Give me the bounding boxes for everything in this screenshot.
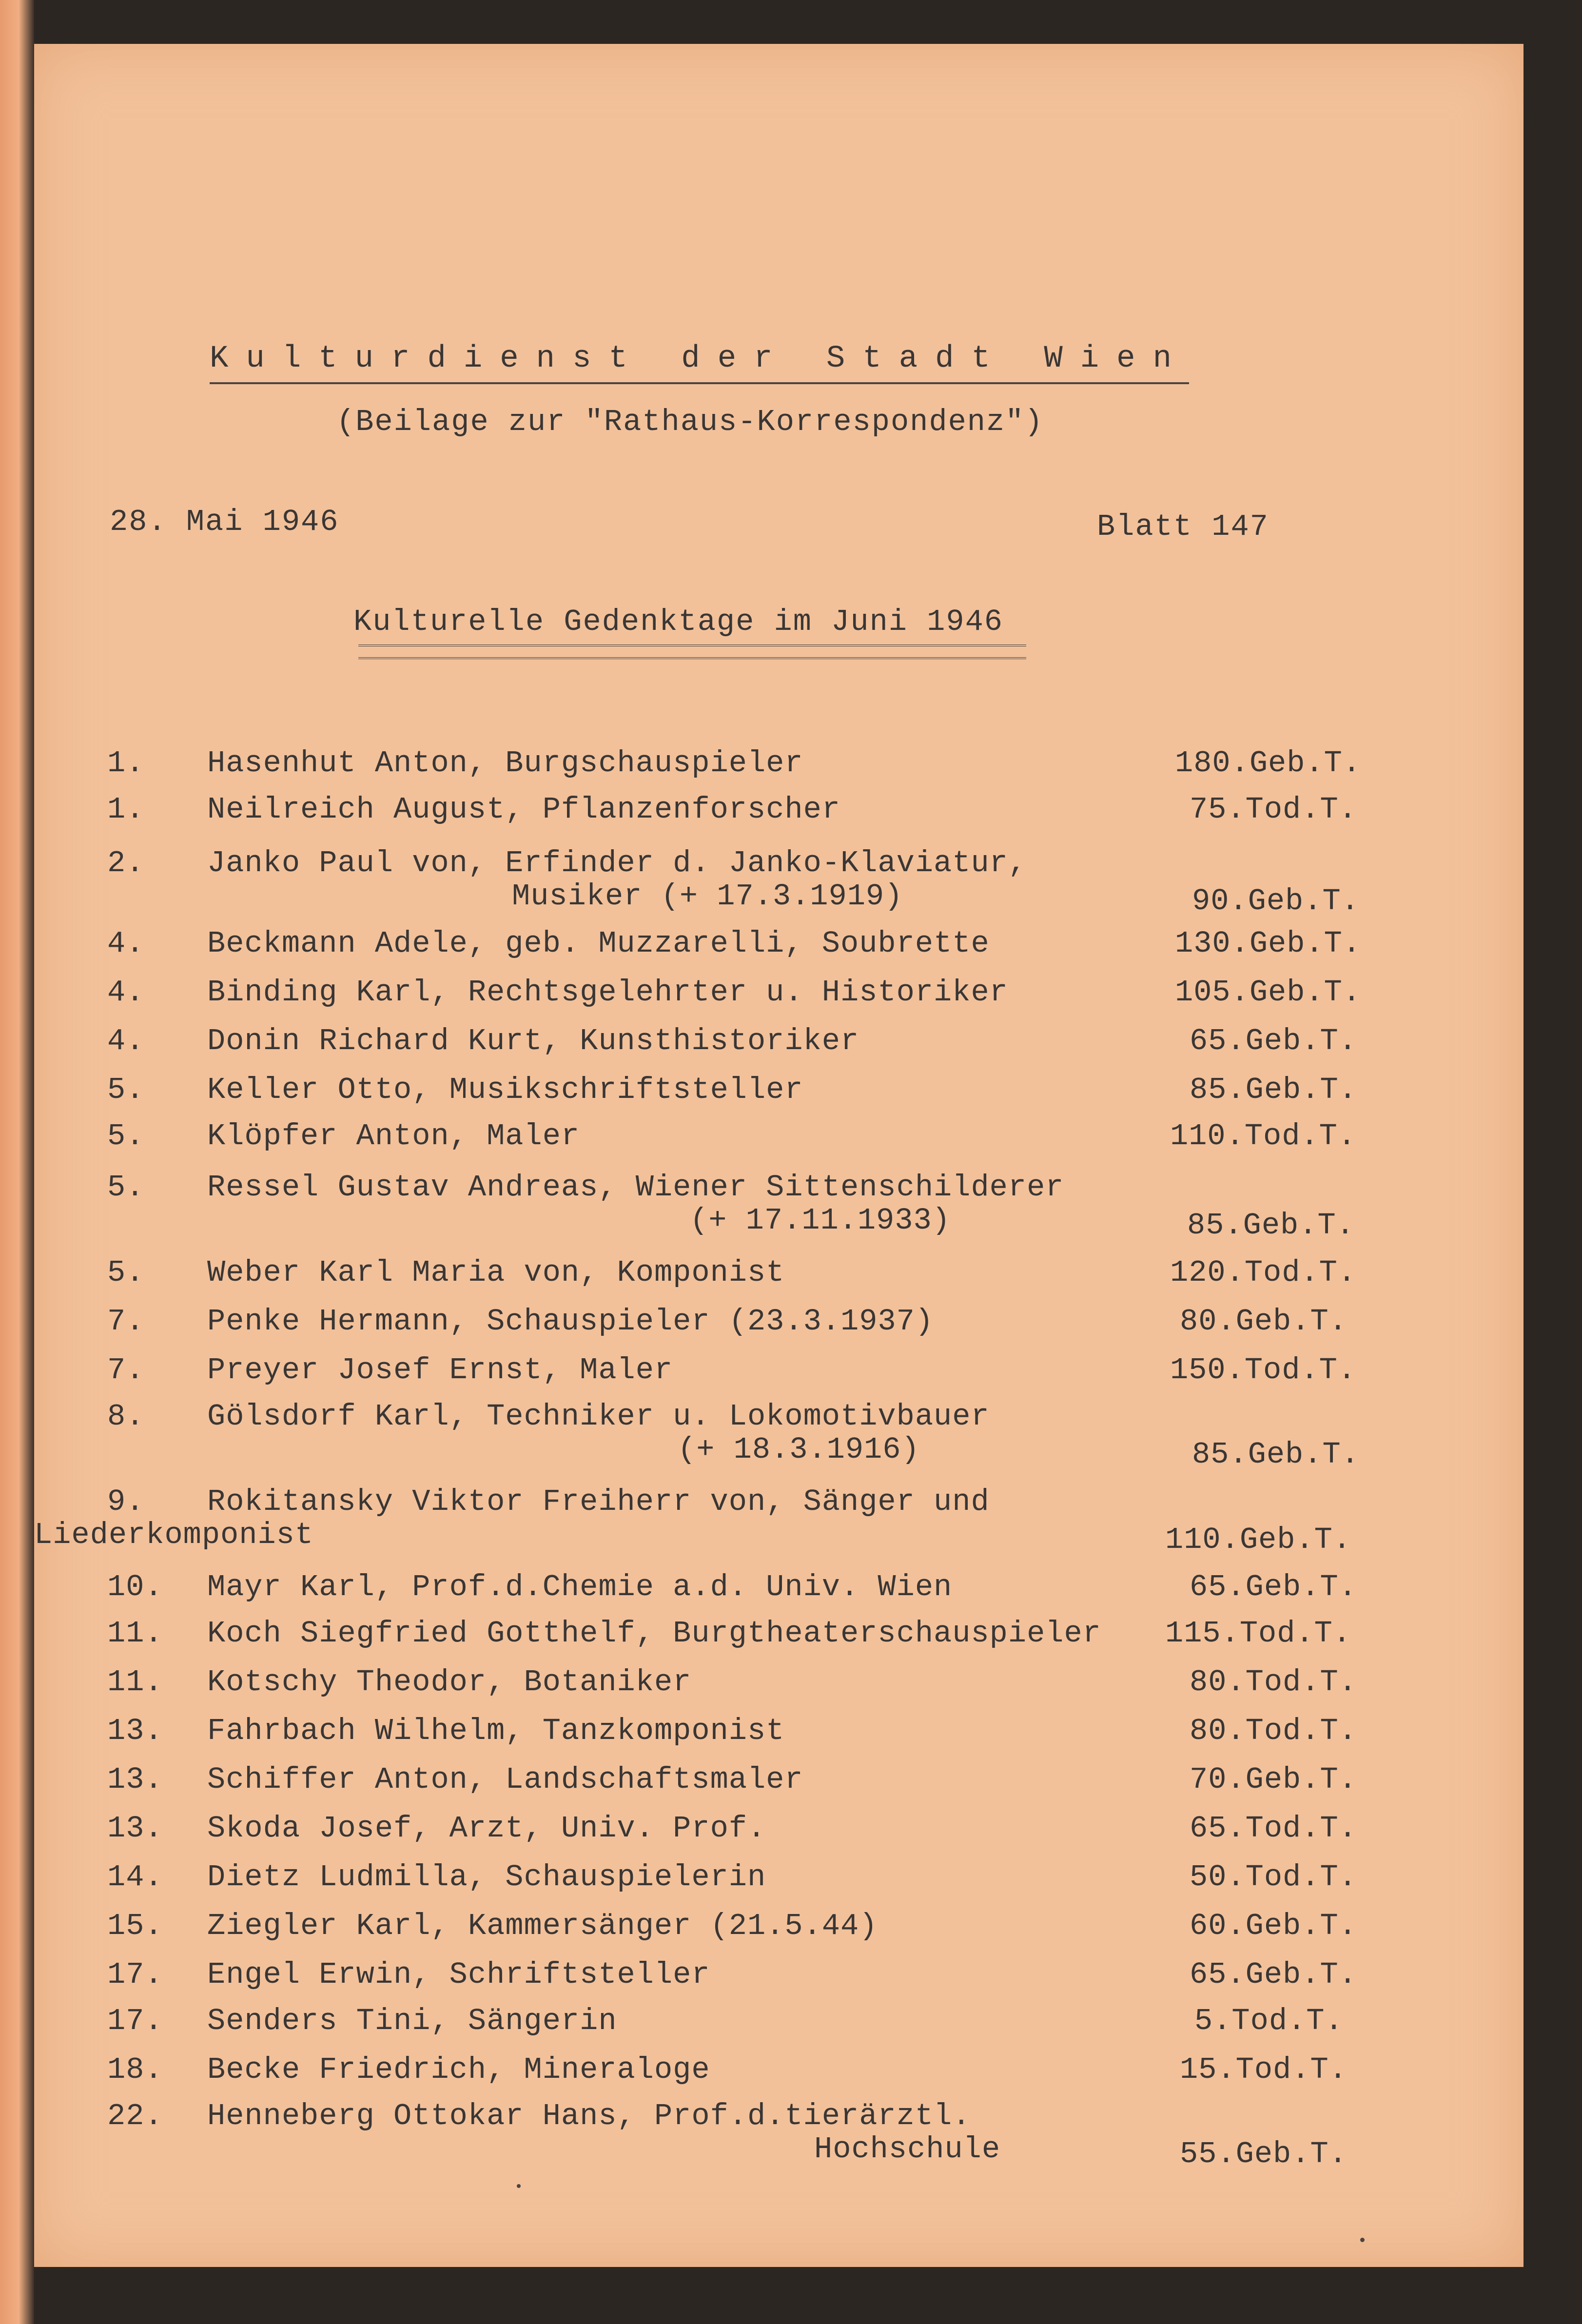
entry-person: Kotschy Theodor, Botaniker <box>207 1665 692 1699</box>
entry-day: 10. <box>107 1570 163 1604</box>
entry-day: 7. <box>107 1353 145 1387</box>
entry-anniversary: 70.Geb.T. <box>1190 1762 1357 1797</box>
entry-anniversary: 85.Geb.T. <box>1192 1437 1360 1472</box>
entry-day: 2. <box>107 846 145 880</box>
entry-anniversary: 80.Tod.T. <box>1190 1714 1357 1748</box>
entry-person: Donin Richard Kurt, Kunsthistoriker <box>207 1024 859 1058</box>
entry-anniversary: 90.Geb.T. <box>1192 884 1360 918</box>
entry-person: Janko Paul von, Erfinder d. Janko-Klaviatur, <box>207 846 1027 880</box>
entry-person: Koch Siegfried Gotthelf, Burgtheaterschauspieler <box>207 1616 1101 1651</box>
entry-person: Beckmann Adele, geb. Muzzarelli, Soubrette <box>207 926 990 961</box>
entry-day: 13. <box>107 1762 163 1797</box>
entry-day: 5. <box>107 1119 145 1153</box>
entry-person: Rokitansky Viktor Freiherr von, Sänger und <box>207 1484 990 1519</box>
entry-day: 8. <box>107 1399 145 1434</box>
entry-day: 18. <box>107 2052 163 2087</box>
document-date: 28. Mai 1946 <box>110 505 339 539</box>
entry-person: Henneberg Ottokar Hans, Prof.d.tierärztl. <box>207 2099 971 2133</box>
entry-day: 5. <box>107 1170 145 1205</box>
entry-day: 1. <box>107 746 145 781</box>
entry-person: Weber Karl Maria von, Komponist <box>207 1255 785 1290</box>
entry-anniversary: 65.Tod.T. <box>1190 1811 1357 1846</box>
entry-anniversary: 75.Tod.T. <box>1190 792 1357 827</box>
book-spine <box>0 0 34 2324</box>
entry-day: 5. <box>107 1255 145 1290</box>
entry-anniversary: 85.Geb.T. <box>1187 1208 1355 1243</box>
entry-anniversary: 60.Geb.T. <box>1190 1909 1357 1943</box>
entry-day: 9. <box>107 1484 145 1519</box>
entry-person: Preyer Josef Ernst, Maler <box>207 1353 673 1387</box>
entry-day: 4. <box>107 975 145 1010</box>
entry-anniversary: 110.Tod.T. <box>1170 1119 1357 1153</box>
entry-day: 7. <box>107 1304 145 1339</box>
document-page <box>34 44 1523 2267</box>
entry-anniversary: 105.Geb.T. <box>1175 975 1362 1010</box>
entry-anniversary: 5.Tod.T. <box>1194 2004 1344 2038</box>
entry-person: Binding Karl, Rechtsgelehrter u. Historiker <box>207 975 1008 1010</box>
entry-anniversary: 80.Tod.T. <box>1190 1665 1357 1699</box>
entry-person: Fahrbach Wilhelm, Tanzkomponist <box>207 1714 785 1748</box>
entry-person: Klöpfer Anton, Maler <box>207 1119 580 1153</box>
entry-person: Becke Friedrich, Mineraloge <box>207 2052 710 2087</box>
entry-anniversary: 55.Geb.T. <box>1180 2137 1348 2171</box>
entry-person: Schiffer Anton, Landschaftsmaler <box>207 1762 803 1797</box>
entry-day: 1. <box>107 792 145 827</box>
entry-person: Neilreich August, Pflanzenforscher <box>207 792 841 827</box>
entry-person-continuation: Musiker (+ 17.3.1919) <box>512 879 903 914</box>
sheet-number: Blatt 147 <box>1097 509 1269 544</box>
entry-person: Hasenhut Anton, Burgschauspieler <box>207 746 803 781</box>
entry-day: 17. <box>107 2004 163 2038</box>
entry-person: Mayr Karl, Prof.d.Chemie a.d. Univ. Wien <box>207 1570 953 1604</box>
entry-anniversary: 80.Geb.T. <box>1180 1304 1348 1339</box>
document-title: Kulturdienst der Stadt Wien <box>210 341 1189 384</box>
entry-person-continuation: Liederkomponist <box>34 1518 314 1552</box>
entry-person: Engel Erwin, Schriftsteller <box>207 1957 710 1992</box>
entry-person: Dietz Ludmilla, Schauspielerin <box>207 1860 766 1894</box>
entry-person: Ressel Gustav Andreas, Wiener Sittenschilderer <box>207 1170 1064 1205</box>
document-subtitle: (Beilage zur "Rathaus-Korrespondenz") <box>336 405 1044 439</box>
entry-day: 11. <box>107 1665 163 1699</box>
entry-anniversary: 120.Tod.T. <box>1170 1255 1357 1290</box>
entry-person: Penke Hermann, Schauspieler (23.3.1937) <box>207 1304 934 1339</box>
entry-anniversary: 85.Geb.T. <box>1190 1073 1357 1107</box>
entry-anniversary: 65.Geb.T. <box>1190 1570 1357 1604</box>
entry-person: Senders Tini, Sängerin <box>207 2004 617 2038</box>
entry-day: 11. <box>107 1616 163 1651</box>
section-heading: Kulturelle Gedenktage im Juni 1946 <box>353 605 1004 639</box>
entry-anniversary: 150.Tod.T. <box>1170 1353 1357 1387</box>
paper-spot <box>517 2184 521 2188</box>
entry-day: 4. <box>107 1024 145 1058</box>
entry-anniversary: 110.Geb.T. <box>1165 1523 1352 1557</box>
entry-anniversary: 15.Tod.T. <box>1180 2052 1348 2087</box>
entry-person: Skoda Josef, Arzt, Univ. Prof. <box>207 1811 766 1846</box>
entry-day: 13. <box>107 1714 163 1748</box>
entry-person: Keller Otto, Musikschriftsteller <box>207 1073 803 1107</box>
entry-anniversary: 115.Tod.T. <box>1165 1616 1352 1651</box>
paper-spot <box>1360 2238 1365 2242</box>
entry-day: 17. <box>107 1957 163 1992</box>
entry-person-continuation: (+ 18.3.1916) <box>678 1432 920 1467</box>
entry-day: 5. <box>107 1073 145 1107</box>
entry-anniversary: 50.Tod.T. <box>1190 1860 1357 1894</box>
entry-day: 13. <box>107 1811 163 1846</box>
entry-person-continuation: (+ 17.11.1933) <box>690 1203 951 1238</box>
entry-anniversary: 65.Geb.T. <box>1190 1024 1357 1058</box>
entry-person: Gölsdorf Karl, Techniker u. Lokomotivbauer <box>207 1399 990 1434</box>
entry-day: 14. <box>107 1860 163 1894</box>
entry-anniversary: 65.Geb.T. <box>1190 1957 1357 1992</box>
entry-person: Ziegler Karl, Kammersänger (21.5.44) <box>207 1909 878 1943</box>
entry-person-continuation: Hochschule <box>814 2132 1001 2167</box>
entry-day: 4. <box>107 926 145 961</box>
entry-day: 22. <box>107 2099 163 2133</box>
entry-day: 15. <box>107 1909 163 1943</box>
entry-anniversary: 130.Geb.T. <box>1175 926 1362 961</box>
entry-anniversary: 180.Geb.T. <box>1175 746 1362 781</box>
heading-double-underline <box>358 644 1026 659</box>
